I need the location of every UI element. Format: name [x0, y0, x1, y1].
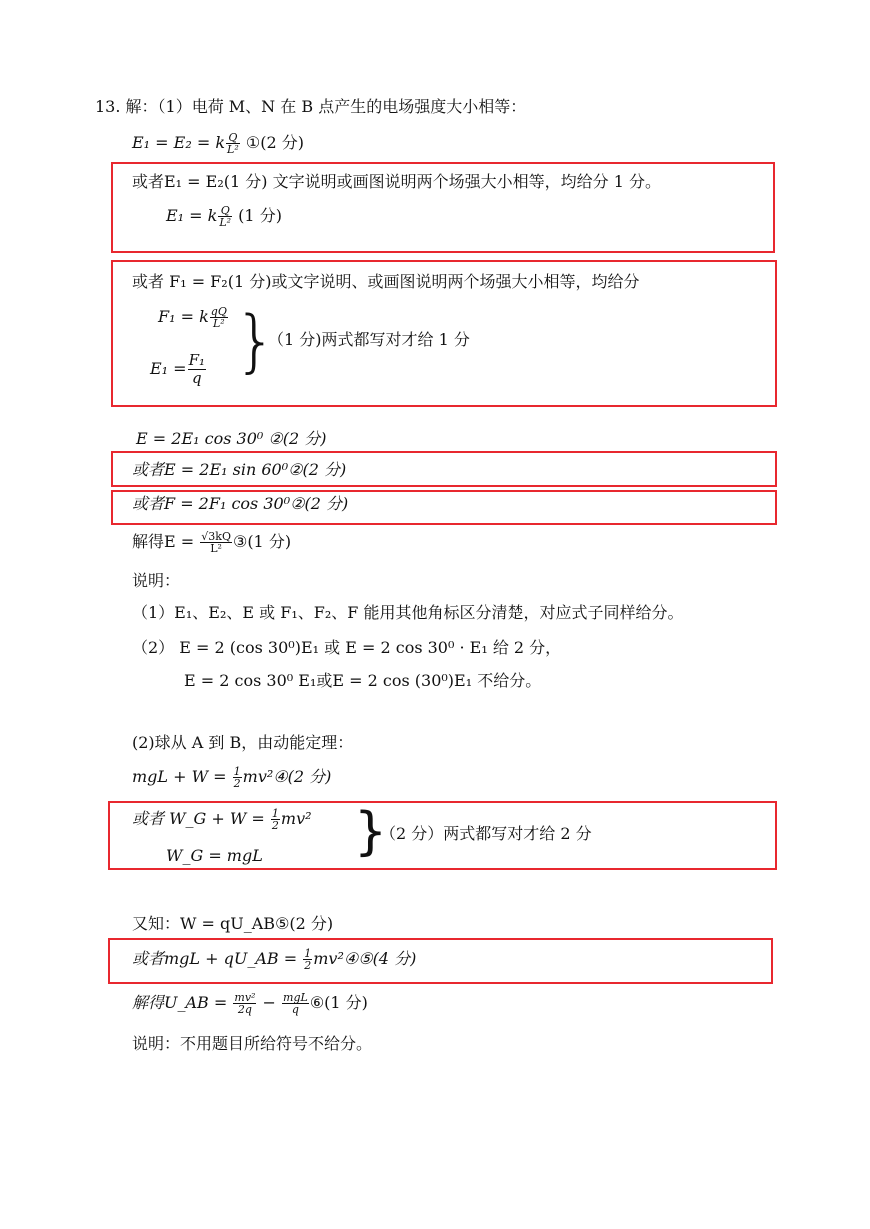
denominator: 2: [233, 777, 241, 790]
section-heading: (2)球从 A 到 B，由动能定理：: [132, 733, 354, 752]
formula-text: 解得E =: [132, 532, 200, 551]
note-line: （1）E₁、E₂、E 或 F₁、F₂、F 能用其他角标区分清楚，对应式子同样给分。: [132, 603, 684, 622]
denominator: L²: [210, 542, 222, 555]
formula-text: E₁ = k: [166, 206, 218, 225]
numerator: mv²: [234, 991, 256, 1004]
formula-line: 又知：W = qU_AB⑤(2 分): [132, 914, 334, 933]
fraction: [226, 132, 240, 155]
formula-text: 或者mgL + qU_AB =: [132, 949, 303, 968]
numerator: Q: [226, 132, 240, 144]
fraction: [188, 352, 206, 387]
numerator: F₁: [188, 351, 206, 369]
alt-line: 或者E = 2E₁ sin 60⁰②(2 分): [132, 460, 347, 479]
formula-line: [150, 352, 207, 387]
formula-text: E₁ = E₂ = k: [132, 133, 226, 152]
formula-line: [132, 766, 331, 789]
formula-text: F₁ = k: [158, 307, 209, 326]
numerator: √3kQ: [201, 530, 231, 543]
fraction: [210, 306, 228, 329]
formula-text: 或者 W_G + W =: [132, 809, 270, 828]
denominator: q: [192, 369, 202, 387]
denominator: 2: [304, 959, 312, 972]
final-note: 说明：不用题目所给符号不给分。: [132, 1034, 373, 1053]
formula-text: mv²④⑤(4 分): [313, 949, 417, 968]
fraction: [200, 531, 232, 554]
fraction: [282, 992, 309, 1015]
score-text: ①(2 分): [240, 133, 304, 152]
denominator: L²: [227, 143, 239, 156]
numerator: mgL: [283, 991, 308, 1004]
numerator: qQ: [210, 305, 227, 318]
fraction: [233, 766, 242, 789]
score-text: ⑥(1 分): [309, 993, 368, 1012]
brace-icon: }: [354, 802, 388, 862]
formula-line: [166, 205, 282, 228]
alt-line: 或者F = 2F₁ cos 30⁰②(2 分): [132, 494, 349, 513]
formula-line: [158, 306, 229, 329]
formula-text: −: [257, 993, 282, 1012]
note-title: 说明：: [132, 571, 181, 590]
question-heading: 13. 解：（1）电荷 M、N 在 B 点产生的电场强度大小相等：: [95, 97, 527, 116]
alt-note: （2 分）两式都写对才给 2 分: [380, 824, 592, 843]
score-text: (1 分): [233, 206, 282, 225]
formula-text: mgL + W =: [132, 767, 232, 786]
formula-text: mv²: [280, 809, 312, 828]
fraction: [303, 948, 312, 971]
formula-text: 解得U_AB =: [132, 993, 233, 1012]
denominator: 2q: [237, 1003, 252, 1016]
numerator: Q: [218, 205, 232, 217]
formula-text: mv²④(2 分): [242, 767, 332, 786]
alt-line: [132, 808, 312, 831]
fraction: [271, 808, 280, 831]
note-line: E = 2 cos 30⁰ E₁或E = 2 cos (30⁰)E₁ 不给分。: [184, 671, 542, 690]
formula-line: [132, 132, 304, 155]
score-text: ③(1 分): [232, 532, 292, 551]
numerator: 1: [304, 947, 312, 960]
alt-line: W_G = mgL: [166, 846, 263, 865]
fraction: [218, 205, 232, 228]
denominator: 2: [271, 819, 279, 832]
alt-line: [132, 948, 416, 971]
note-line: （2） E = 2 (cos 30⁰)E₁ 或 E = 2 cos 30⁰ · E₁ 给 2 分，: [132, 638, 562, 657]
alt-note: （1 分)两式都写对才给 1 分: [268, 330, 470, 349]
numerator: 1: [233, 765, 241, 778]
formula-text: E₁ =: [150, 359, 187, 378]
formula-line: E = 2E₁ cos 30⁰ ②(2 分): [136, 429, 327, 448]
brace-icon: }: [234, 302, 278, 381]
denominator: L²: [212, 317, 225, 330]
fraction: [233, 992, 256, 1015]
formula-line: [132, 531, 291, 554]
denominator: L²: [219, 216, 232, 229]
alt-line: 或者E₁ = E₂(1 分) 文字说明或画图说明两个场强大小相等，均给分 1 分。: [132, 172, 661, 191]
denominator: q: [291, 1003, 299, 1016]
numerator: 1: [271, 807, 279, 820]
formula-line: [132, 992, 368, 1015]
alt-line: 或者 F₁ = F₂(1 分)或文字说明、或画图说明两个场强大小相等，均给分: [132, 272, 640, 291]
